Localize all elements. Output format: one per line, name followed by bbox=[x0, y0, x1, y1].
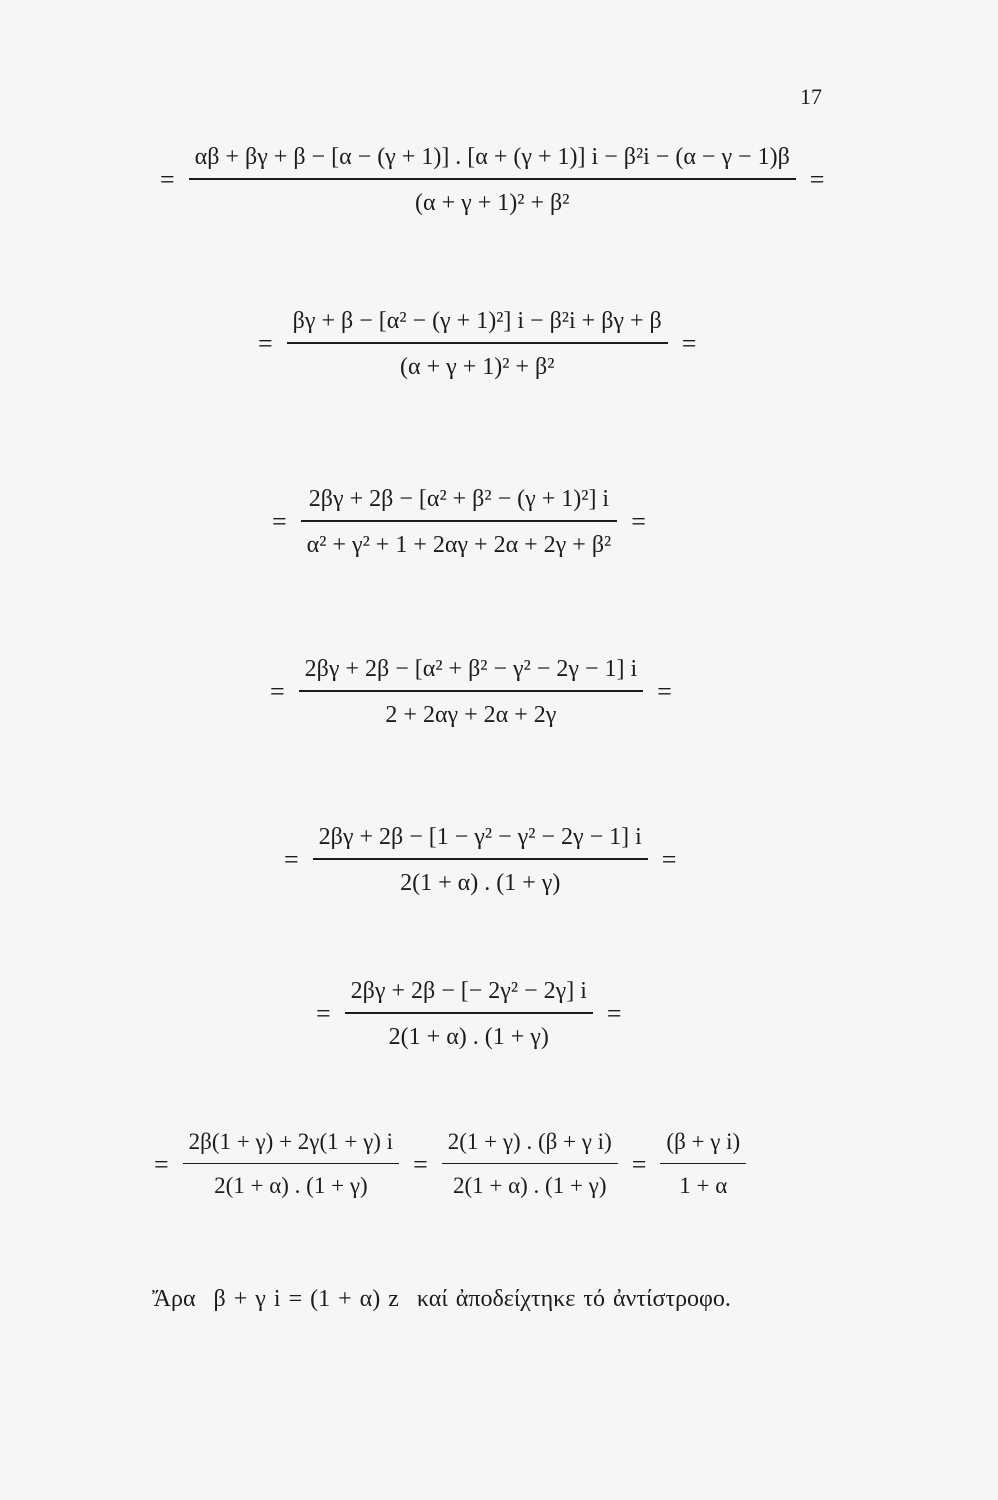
equals-sign: = bbox=[631, 1149, 647, 1179]
equation-step-4 bbox=[256, 654, 686, 730]
equals-sign: = bbox=[270, 676, 285, 706]
denominator: 1 + α bbox=[679, 1173, 728, 1199]
equals-sign: = bbox=[657, 676, 672, 706]
fraction bbox=[183, 1128, 399, 1201]
equation-final-line bbox=[140, 1128, 746, 1201]
equals-sign: = bbox=[606, 998, 622, 1028]
equation-step-1 bbox=[146, 142, 838, 218]
equals-sign: = bbox=[681, 328, 697, 358]
denominator: 2(1 + α) . (1 + γ) bbox=[214, 1173, 368, 1199]
equals-sign: = bbox=[154, 1149, 169, 1179]
numerator: 2β(1 + γ) + 2γ(1 + γ) i bbox=[188, 1129, 394, 1154]
denominator: α² + γ² + 1 + 2αγ + 2α + 2γ + β² bbox=[306, 531, 612, 558]
fraction bbox=[299, 654, 643, 730]
page-number: 17 bbox=[800, 84, 822, 109]
numerator: 2βγ + 2β − [1 − γ² − γ² − 2γ − 1] i bbox=[318, 824, 642, 850]
equals-sign: = bbox=[284, 844, 299, 874]
numerator: (β + γ i) bbox=[666, 1129, 741, 1154]
equals-sign: = bbox=[316, 998, 331, 1028]
numerator: 2βγ + 2β − [− 2γ² − 2γ] i bbox=[350, 978, 587, 1004]
numerator: αβ + βγ + β − [α − (γ + 1)] . [α + (γ + 1)] i − β²i − (α − γ − 1)β bbox=[194, 144, 790, 170]
conclusion-lead: Ἄρα bbox=[152, 1286, 196, 1312]
equals-sign: = bbox=[809, 164, 825, 194]
numerator: 2βγ + 2β − [α² + β² − γ² − 2γ − 1] i bbox=[304, 656, 638, 682]
equals-sign: = bbox=[160, 164, 175, 194]
fraction bbox=[345, 976, 593, 1052]
equals-sign: = bbox=[258, 328, 273, 358]
equation-step-6 bbox=[302, 976, 636, 1052]
equals-sign: = bbox=[413, 1149, 428, 1179]
equals-sign: = bbox=[272, 506, 287, 536]
denominator: 2(1 + α) . (1 + γ) bbox=[400, 869, 561, 896]
equation-step-5 bbox=[270, 822, 690, 898]
fraction bbox=[442, 1128, 618, 1201]
numerator: 2(1 + γ) . (β + γ i) bbox=[447, 1129, 612, 1154]
conclusion-text: καί ἀποδείχτηκε τό ἀντίστροφο. bbox=[416, 1286, 731, 1312]
fraction bbox=[189, 142, 796, 218]
equals-sign: = bbox=[661, 844, 677, 874]
fraction bbox=[301, 484, 618, 560]
denominator: (α + γ + 1)² + β² bbox=[400, 353, 555, 380]
fraction bbox=[313, 822, 648, 898]
equation-step-3 bbox=[258, 484, 660, 560]
denominator: (α + γ + 1)² + β² bbox=[415, 189, 570, 216]
fraction bbox=[660, 1128, 746, 1201]
denominator: 2(1 + α) . (1 + γ) bbox=[388, 1023, 549, 1050]
fraction bbox=[287, 306, 668, 382]
numerator: 2βγ + 2β − [α² + β² − (γ + 1)²] i bbox=[308, 486, 610, 512]
equals-sign: = bbox=[631, 506, 646, 536]
numerator: βγ + β − [α² − (γ + 1)²] i − β²i + βγ + β bbox=[292, 308, 662, 334]
denominator: 2 + 2αγ + 2α + 2γ bbox=[385, 701, 557, 728]
conclusion-formula: β + γ i = (1 + α) z bbox=[213, 1286, 399, 1312]
equation-step-2 bbox=[244, 306, 710, 382]
denominator: 2(1 + α) . (1 + γ) bbox=[452, 1173, 607, 1199]
conclusion-line bbox=[152, 1286, 741, 1313]
